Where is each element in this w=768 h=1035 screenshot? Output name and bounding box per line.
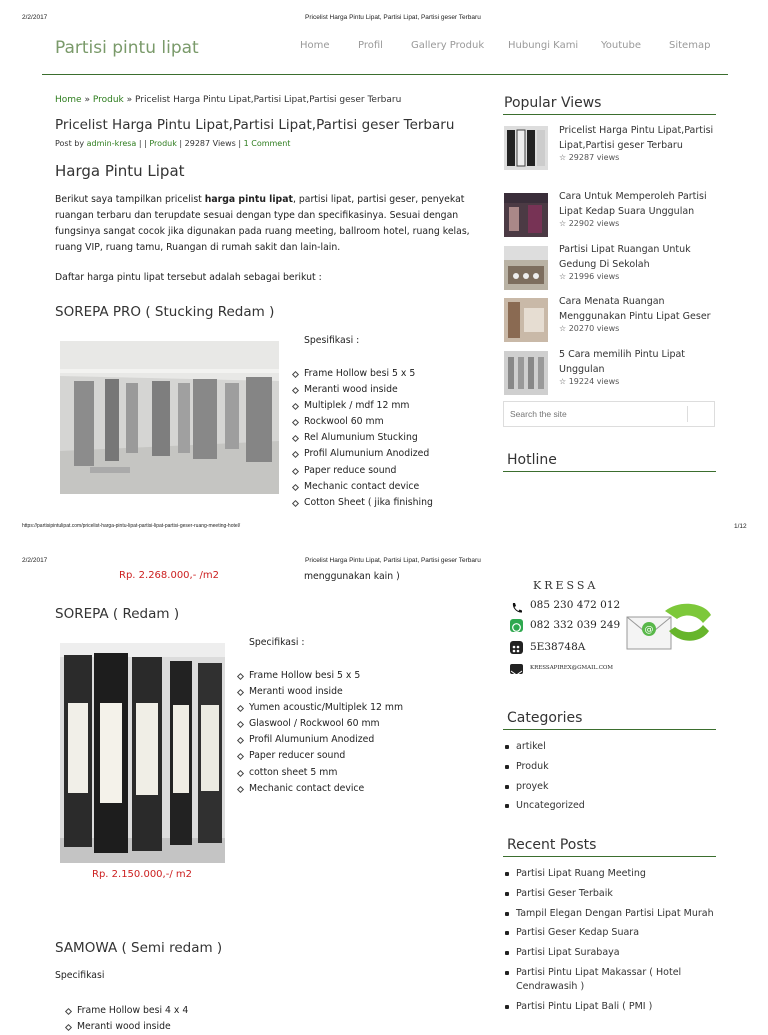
recent-post-item[interactable]: Partisi Geser Kedap Suara: [503, 926, 717, 941]
popular-item[interactable]: [559, 348, 717, 386]
spec-item: Rel Alumunium Stucking: [292, 430, 433, 446]
product-photo: [60, 341, 279, 494]
recent-posts-list: [503, 867, 717, 1015]
product-price: Rp. 2.268.000,- /m2: [119, 570, 219, 581]
nav-home[interactable]: Home: [300, 40, 330, 51]
search-input[interactable]: [510, 407, 690, 421]
phone-icon: [511, 599, 523, 611]
header-divider: [42, 74, 728, 75]
category-item[interactable]: Produk: [503, 760, 717, 775]
author-link[interactable]: admin-kresa: [86, 139, 137, 148]
hotline-title: Hotline: [507, 452, 557, 468]
main-nav: [0, 40, 768, 54]
meta-sep: |: [238, 139, 242, 148]
recent-post-item[interactable]: Tampil Elegan Dengan Partisi Lipat Murah: [503, 907, 717, 922]
recent-post-item[interactable]: Partisi Geser Terbaik: [503, 887, 717, 902]
spec-list: [65, 1003, 188, 1035]
meta-sep: | |: [138, 139, 147, 148]
hotline-card: [505, 573, 715, 683]
print-date: 2/2/2017: [22, 14, 48, 21]
product-name: SOREPA ( Redam ): [55, 606, 180, 622]
popular-item-title[interactable]: Cara Menata Ruangan Menggunakan Pintu Lipat Geser: [559, 296, 711, 322]
intro-bold: harga pintu lipat: [204, 194, 293, 205]
spec-item: Multiplek / mdf 12 mm: [292, 398, 433, 414]
spec-item: Meranti wood inside: [237, 684, 403, 700]
intro-text-rest: , partisi lipat, partisi geser, penyekat ruangan terbaru dan terupdate sesuai dengan type dan specifikasinya. Sesuai dengan fungsinya sangat cocok jika digunakan pada ruang meeting, ballroom hotel, ruang kelas, ruang VIP, ruang tamu, Ruangan di rumah sakit dan lain-lain.: [55, 194, 470, 253]
categories-list: [503, 740, 717, 814]
widget-divider: [503, 114, 716, 115]
print-title: Pricelist Harga Pintu Lipat, Partisi Lipat, Partisi geser Terbaru: [305, 557, 481, 564]
print-date: 2/2/2017: [22, 557, 48, 564]
spec-item: Profil Alumunium Anodized: [237, 732, 403, 748]
popular-thumb[interactable]: [504, 351, 548, 395]
hotline-phone1[interactable]: 085 230 472 012: [530, 599, 621, 611]
recent-post-item[interactable]: Partisi Pintu Lipat Bali ( PMI ): [503, 1000, 717, 1015]
spec-item: Mechanic contact device: [292, 479, 433, 495]
breadcrumb-sep: »: [126, 95, 133, 105]
email-icon: [510, 664, 523, 674]
category-item[interactable]: Uncategorized: [503, 799, 717, 814]
recent-post-item[interactable]: Partisi Lipat Ruang Meeting: [503, 867, 717, 882]
view-count: 29287 Views: [184, 139, 236, 148]
widget-divider: [503, 729, 716, 730]
spec-item: Frame Hollow besi 5 x 5: [237, 668, 403, 684]
intro-paragraph: [55, 192, 487, 256]
hotline-brand: KRESSA: [533, 579, 599, 592]
popular-item[interactable]: [559, 295, 717, 333]
spec-item: Yumen acoustic/Multiplek 12 mm: [237, 700, 403, 716]
breadcrumb-produk[interactable]: Produk: [92, 95, 124, 105]
breadcrumb-current: Pricelist Harga Pintu Lipat,Partisi Lipat,Partisi geser Terbaru: [135, 95, 402, 105]
breadcrumb: [55, 95, 401, 105]
nav-profil[interactable]: Profil: [358, 40, 383, 51]
meta-prefix: Post by: [55, 139, 85, 148]
popular-item-title[interactable]: Pricelist Harga Pintu Lipat,Partisi Lipat,Partisi geser Terbaru: [559, 125, 714, 151]
comments-link[interactable]: 1 Comment: [243, 139, 291, 148]
post-title: Pricelist Harga Pintu Lipat,Partisi Lipat,Partisi geser Terbaru: [55, 117, 455, 133]
print-title: Pricelist Harga Pintu Lipat, Partisi Lipat, Partisi geser Terbaru: [305, 14, 481, 21]
contact-phone-icon: [625, 601, 713, 657]
spec-item: Profil Alumunium Anodized: [292, 446, 433, 462]
spec-label: Specifikasi: [55, 970, 105, 981]
popular-item-views: ☆ 19224 views: [559, 377, 620, 386]
popular-item-views: ☆ 29287 views: [559, 153, 620, 162]
product-photo: [60, 643, 225, 863]
product-price: Rp. 2.150.000,-/ m2: [92, 869, 192, 880]
spec-list: [237, 668, 403, 797]
category-item[interactable]: proyek: [503, 780, 717, 795]
popular-item-title[interactable]: Cara Untuk Memperoleh Partisi Lipat Kedap Suara Unggulan: [559, 191, 707, 217]
spec-item: Frame Hollow besi 5 x 5: [292, 366, 433, 382]
search-divider: [687, 406, 688, 422]
popular-item-views: ☆ 21996 views: [559, 272, 620, 281]
spec-continued: menggunakan kain ): [304, 571, 400, 582]
popular-thumb[interactable]: [504, 246, 548, 290]
list-intro: Daftar harga pintu lipat tersebut adalah sebagai berikut :: [55, 272, 322, 283]
popular-item[interactable]: [559, 190, 717, 228]
meta-sep: |: [179, 139, 183, 148]
svg-text:@: @: [644, 625, 654, 635]
popular-item-views: ☆ 20270 views: [559, 324, 620, 333]
recent-post-item[interactable]: Partisi Lipat Surabaya: [503, 946, 717, 961]
print-page: 1/12: [734, 523, 747, 530]
spec-item: Paper reduce sound: [292, 463, 433, 479]
popular-item-title[interactable]: Partisi Lipat Ruangan Untuk Gedung Di Sekolah: [559, 244, 691, 270]
popular-thumb[interactable]: [504, 126, 548, 170]
recent-post-item[interactable]: Partisi Pintu Lipat Makassar ( Hotel Cendrawasih ): [503, 966, 717, 995]
nav-sitemap[interactable]: Sitemap: [669, 40, 711, 51]
spec-label: Specifikasi :: [249, 637, 305, 648]
spec-list: [292, 366, 433, 511]
hotline-phone2[interactable]: 082 332 039 249: [530, 619, 621, 631]
product-name: SOREPA PRO ( Stucking Redam ): [55, 304, 275, 320]
categories-title: Categories: [507, 710, 583, 726]
popular-thumb[interactable]: [504, 298, 548, 342]
nav-youtube[interactable]: Youtube: [601, 40, 641, 51]
spec-item: Cotton Sheet ( jika finishing: [292, 495, 433, 511]
popular-thumb[interactable]: [504, 193, 548, 237]
spec-label: Spesifikasi :: [304, 335, 360, 346]
spec-item: Mechanic contact device: [237, 781, 403, 797]
popular-item[interactable]: [559, 243, 717, 281]
popular-views-title: Popular Views: [504, 95, 602, 111]
breadcrumb-home[interactable]: Home: [55, 95, 82, 105]
search-box: [503, 401, 715, 427]
popular-item-title[interactable]: 5 Cara memilih Pintu Lipat Unggulan: [559, 349, 686, 375]
spec-item: Meranti wood inside: [292, 382, 433, 398]
whatsapp-icon: [510, 619, 523, 632]
nav-hubungi[interactable]: Hubungi Kami: [508, 40, 579, 51]
recent-posts-title: Recent Posts: [507, 837, 597, 853]
hotline-bbm: 5E38748A: [530, 641, 586, 653]
popular-item[interactable]: [559, 124, 717, 162]
popular-item-views: ☆ 22902 views: [559, 219, 620, 228]
category-item[interactable]: artikel: [503, 740, 717, 755]
intro-text: Berikut saya tampilkan pricelist: [55, 194, 205, 205]
product-name: SAMOWA ( Semi redam ): [55, 940, 223, 956]
print-url: https://partisipintulipat.com/pricelist-harga-pintu-lipat-partisi-lipat-partisi-geser-ruang-meeting-hotel/: [22, 523, 241, 529]
spec-item: Frame Hollow besi 4 x 4: [65, 1003, 188, 1019]
spec-item: Paper reducer sound: [237, 748, 403, 764]
post-meta: [55, 139, 290, 148]
content-heading: Harga Pintu Lipat: [55, 162, 185, 180]
hotline-email[interactable]: KRESSAPIREX@GMAIL.COM: [530, 665, 614, 671]
spec-item: cotton sheet 5 mm: [237, 765, 403, 781]
spec-item: Glaswool / Rockwool 60 mm: [237, 716, 403, 732]
widget-divider: [503, 471, 716, 472]
spec-item: Meranti wood inside: [65, 1019, 188, 1035]
nav-gallery[interactable]: Gallery Produk: [411, 40, 485, 51]
widget-divider: [503, 856, 716, 857]
site-title[interactable]: Partisi pintu lipat: [55, 38, 199, 58]
bbm-icon: [510, 641, 523, 654]
breadcrumb-sep: »: [84, 95, 90, 105]
spec-item: Rockwool 60 mm: [292, 414, 433, 430]
category-link[interactable]: Produk: [149, 139, 177, 148]
